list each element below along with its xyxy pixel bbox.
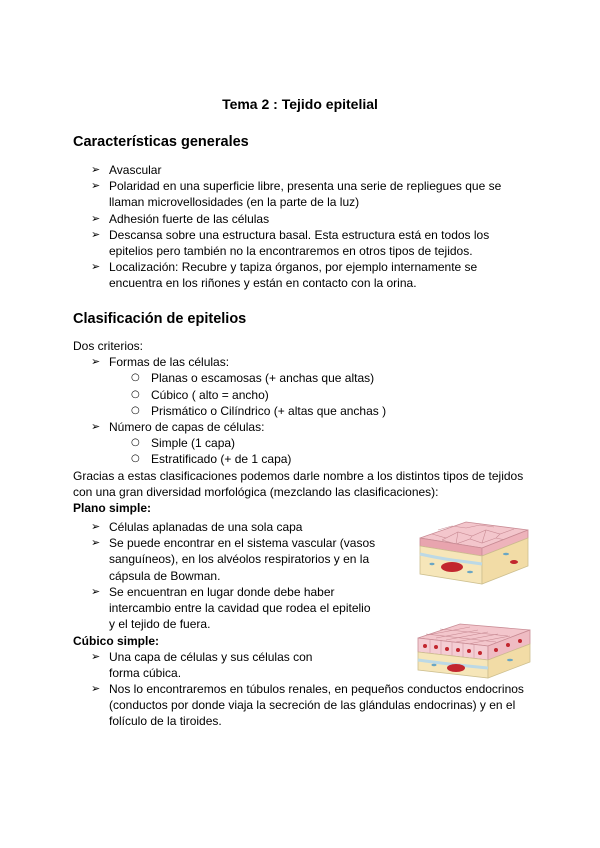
list-item: ➢ Nos lo encontraremos en túbulos renales, en pequeños conductos endocrinos (conductos por donde viaja la secreción de las glándulas endocrinas) y en el folículo de la tiroides.: [73, 681, 533, 730]
cubico-list-2: [73, 681, 533, 730]
cubico-list-1: [73, 649, 343, 681]
cubico-simple-tissue-illustration: [416, 622, 532, 680]
list-item: ➢ Descansa sobre una estructura basal. Esta estructura está en todos los epitelios pero también no la encontraremos en otros tipos de tejidos.: [73, 227, 533, 259]
plano-list: [73, 519, 378, 632]
list-item: ○ Prismático o Cilíndrico (+ altas que anchas ): [73, 403, 533, 419]
list-item: ➢ Polaridad en una superficie libre, presenta una serie de repliegues que se llaman microvellosidades (en la parte de la luz): [73, 178, 533, 210]
classification-paragraph: Gracias a estas clasificaciones podemos darle nombre a los distintos tipos de tejidos con una gran diversidad morfológica (mezclando las clasificaciones):: [73, 468, 524, 499]
list-item: ➢ Se puede encontrar en el sistema vascular (vasos sanguíneos), en los alvéolos respiratorios y en la cápsula de Bowman.: [73, 535, 378, 584]
list-item: ➢ Formas de las células:: [73, 354, 533, 370]
list-item: ➢ Se encuentran en lugar donde debe haber intercambio entre la cavidad que rodea el epitelio y el tejido de fuera.: [73, 584, 378, 633]
caracteristicas-list: [73, 162, 533, 292]
heading-clasificacion: Clasificación de epitelios: [73, 311, 247, 327]
list-item: ○ Planas o escamosas (+ anchas que altas): [73, 370, 533, 386]
page-title: Tema 2 : Tejido epitelial: [222, 96, 378, 112]
list-item: ○ Estratificado (+ de 1 capa): [73, 451, 533, 467]
list-item: ➢ Número de capas de células:: [73, 419, 533, 435]
list-item: ➢ Avascular: [73, 162, 533, 178]
intro-text: Dos criterios:: [73, 339, 144, 353]
list-item: ➢ Células aplanadas de una sola capa: [73, 519, 378, 535]
clasificacion-body: [73, 338, 533, 516]
list-item: ➢ Adhesión fuerte de las células: [73, 211, 533, 227]
list-item: ➢ Localización: Recubre y tapiza órganos, por ejemplo internamente se encuentra en los riñones y están en contacto con la orina.: [73, 259, 533, 291]
plano-simple-tissue-illustration: [418, 520, 530, 586]
list-item: ○ Simple (1 capa): [73, 435, 533, 451]
list-item: ➢ Una capa de células y sus células con forma cúbica.: [73, 649, 343, 681]
subheading-cubico-simple: Cúbico simple:: [73, 634, 160, 648]
subheading-plano-simple: Plano simple:: [73, 501, 152, 516]
list-item: ○ Cúbico ( alto = ancho): [73, 387, 533, 403]
heading-caracteristicas: Características generales: [73, 134, 249, 150]
